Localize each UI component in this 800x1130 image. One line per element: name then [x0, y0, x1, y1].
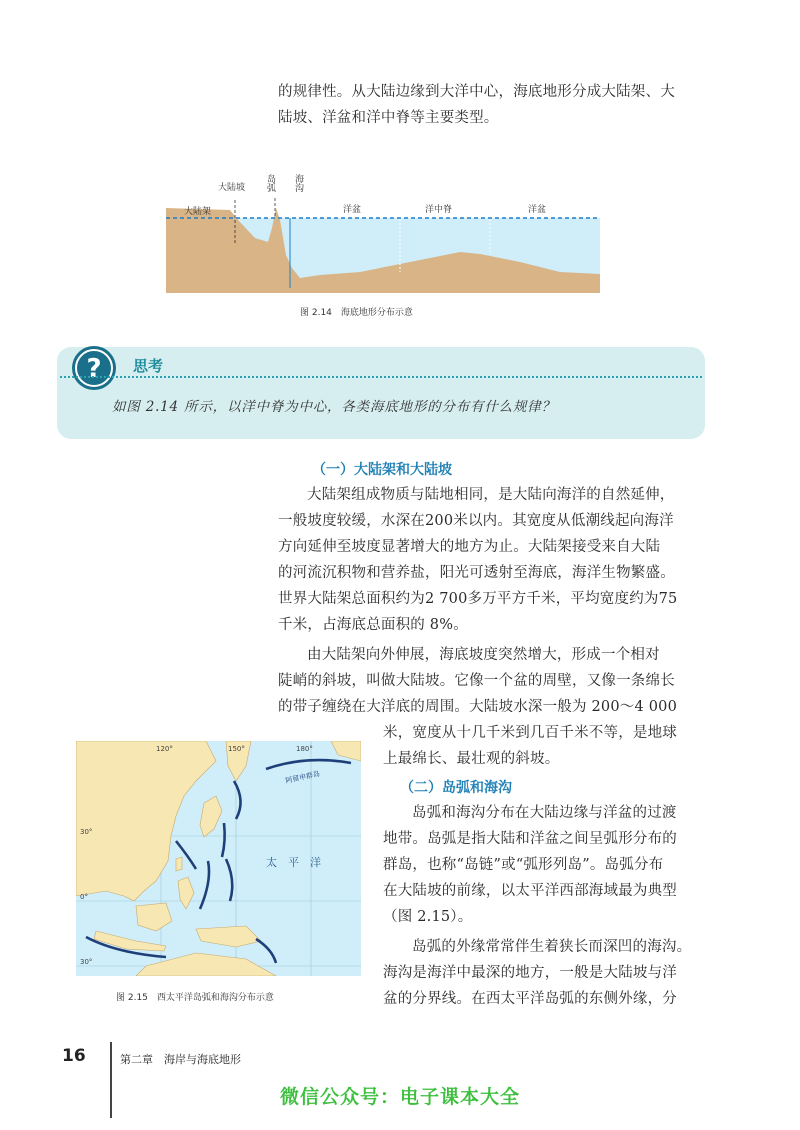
thinking-question: 如图 2.14 所示，以洋中脊为中心，各类海底地形的分布有什么规律？: [112, 399, 556, 415]
s1p2-line: 陡峭的斜坡，叫做大陆坡。它像一个盆的周壁，又像一条绵长: [278, 673, 675, 689]
section1-para2-cont: [383, 720, 713, 772]
lat-label: 0°: [80, 893, 88, 901]
lat-label: 30°: [80, 958, 93, 966]
section1-para1: [278, 482, 718, 638]
lat-label: 30°: [80, 828, 93, 836]
thinking-title: 思考: [133, 357, 164, 375]
intro-line-2: 陆坡、洋盆和洋中脊等主要类型。: [278, 110, 499, 126]
intro-line-1: 的规律性。从大陆边缘到大洋中心，海底地形分成大陆架、大: [278, 84, 675, 100]
taiwan: [176, 857, 182, 871]
s2p1-line: 地带。岛弧是指大陆和洋盆之间呈弧形分布的: [383, 831, 677, 847]
s1p1-line: 一般坡度较缓，水深在200米以内。其宽度从低潮线起向海洋: [278, 513, 674, 529]
figure-214-caption: 图 2.14 海底地形分布示意: [300, 308, 413, 318]
s1p2-line: 的带子缠绕在大洋底的周围。大陆坡水深一般为 200～4 000: [278, 699, 677, 715]
section1-para2: [278, 642, 718, 720]
s2p2-line: 盆的分界线。在西太平洋岛弧的东侧外缘，分: [383, 991, 677, 1007]
intro-text: [278, 79, 718, 131]
label-island-arc: 岛弧: [265, 174, 275, 192]
arc-label: 阿留申群岛: [284, 769, 321, 785]
s2p1-line: （图 2.15）。: [383, 909, 473, 925]
lon-label: 120°: [156, 745, 173, 753]
lon-label: 150°: [228, 745, 245, 753]
label-ridge: 洋中脊: [425, 205, 453, 215]
label-basin-right: 洋盆: [528, 205, 547, 215]
section2-para2: [383, 934, 713, 1012]
dotted-divider: [60, 376, 702, 378]
s1p1-line: 方向延伸至坡度显著增大的地方为止。大陆架接受来自大陆: [278, 539, 661, 555]
s2p2-line: 海沟是海洋中最深的地方，一般是大陆坡与洋: [383, 965, 677, 981]
s1p1-line: 世界大陆架总面积约为2 700多万平方千米，平均宽度约为75: [278, 591, 678, 607]
s2p1-line: 岛弧和海沟分布在大陆边缘与洋盆的过渡: [412, 805, 677, 821]
chapter-title: 第二章 海岸与海底地形: [120, 1053, 241, 1066]
label-continental-slope: 大陆坡: [218, 183, 246, 193]
s1p1-line: 的河流沉积物和营养盐，阳光可透射至海底，海洋生物繁盛。: [278, 565, 675, 581]
figure-215-caption: 图 2.15 西太平洋岛弧和海沟分布示意: [116, 993, 274, 1003]
seafloor-profile-diagram: [160, 160, 610, 300]
ocean-label: 太 平 洋: [266, 856, 321, 869]
s1p2c-line: 米，宽度从十几千米到几百千米不等，是地球: [383, 725, 677, 741]
lon-label: 180°: [296, 745, 313, 753]
label-trench: 海沟: [293, 174, 303, 192]
s2p1-line: 在大陆坡的前缘，以太平洋西部海域最为典型: [383, 883, 677, 899]
west-pacific-map: [76, 741, 361, 976]
s2p2-line: 岛弧的外缘常常伴生着狭长而深凹的海沟。: [412, 939, 692, 955]
question-mark-icon: [70, 344, 118, 392]
s1p1-line: 大陆架组成物质与陆地相同，是大陆向海洋的自然延伸，: [307, 487, 675, 503]
page-number: 16: [62, 1046, 86, 1066]
s2p1-line: 群岛，也称“岛链”或“弧形列岛”。岛弧分布: [383, 857, 664, 873]
svg-text:?: ?: [86, 354, 102, 384]
s1p2c-line: 上最绵长、最壮观的斜坡。: [383, 751, 560, 767]
section2-heading: （二）岛弧和海沟: [400, 780, 512, 796]
label-continental-shelf: 大陆架: [184, 207, 212, 217]
s1p1-line: 千米，占海底总面积的 8%。: [278, 617, 468, 633]
section1-heading: （一）大陆架和大陆坡: [312, 462, 452, 478]
watermark: 微信公众号：电子课本大全: [279, 1086, 520, 1108]
s1p2-line: 由大陆架向外伸展，海底坡度突然增大，形成一个相对: [307, 647, 660, 663]
label-basin-left: 洋盆: [343, 205, 362, 215]
section2-para1: [383, 800, 713, 930]
